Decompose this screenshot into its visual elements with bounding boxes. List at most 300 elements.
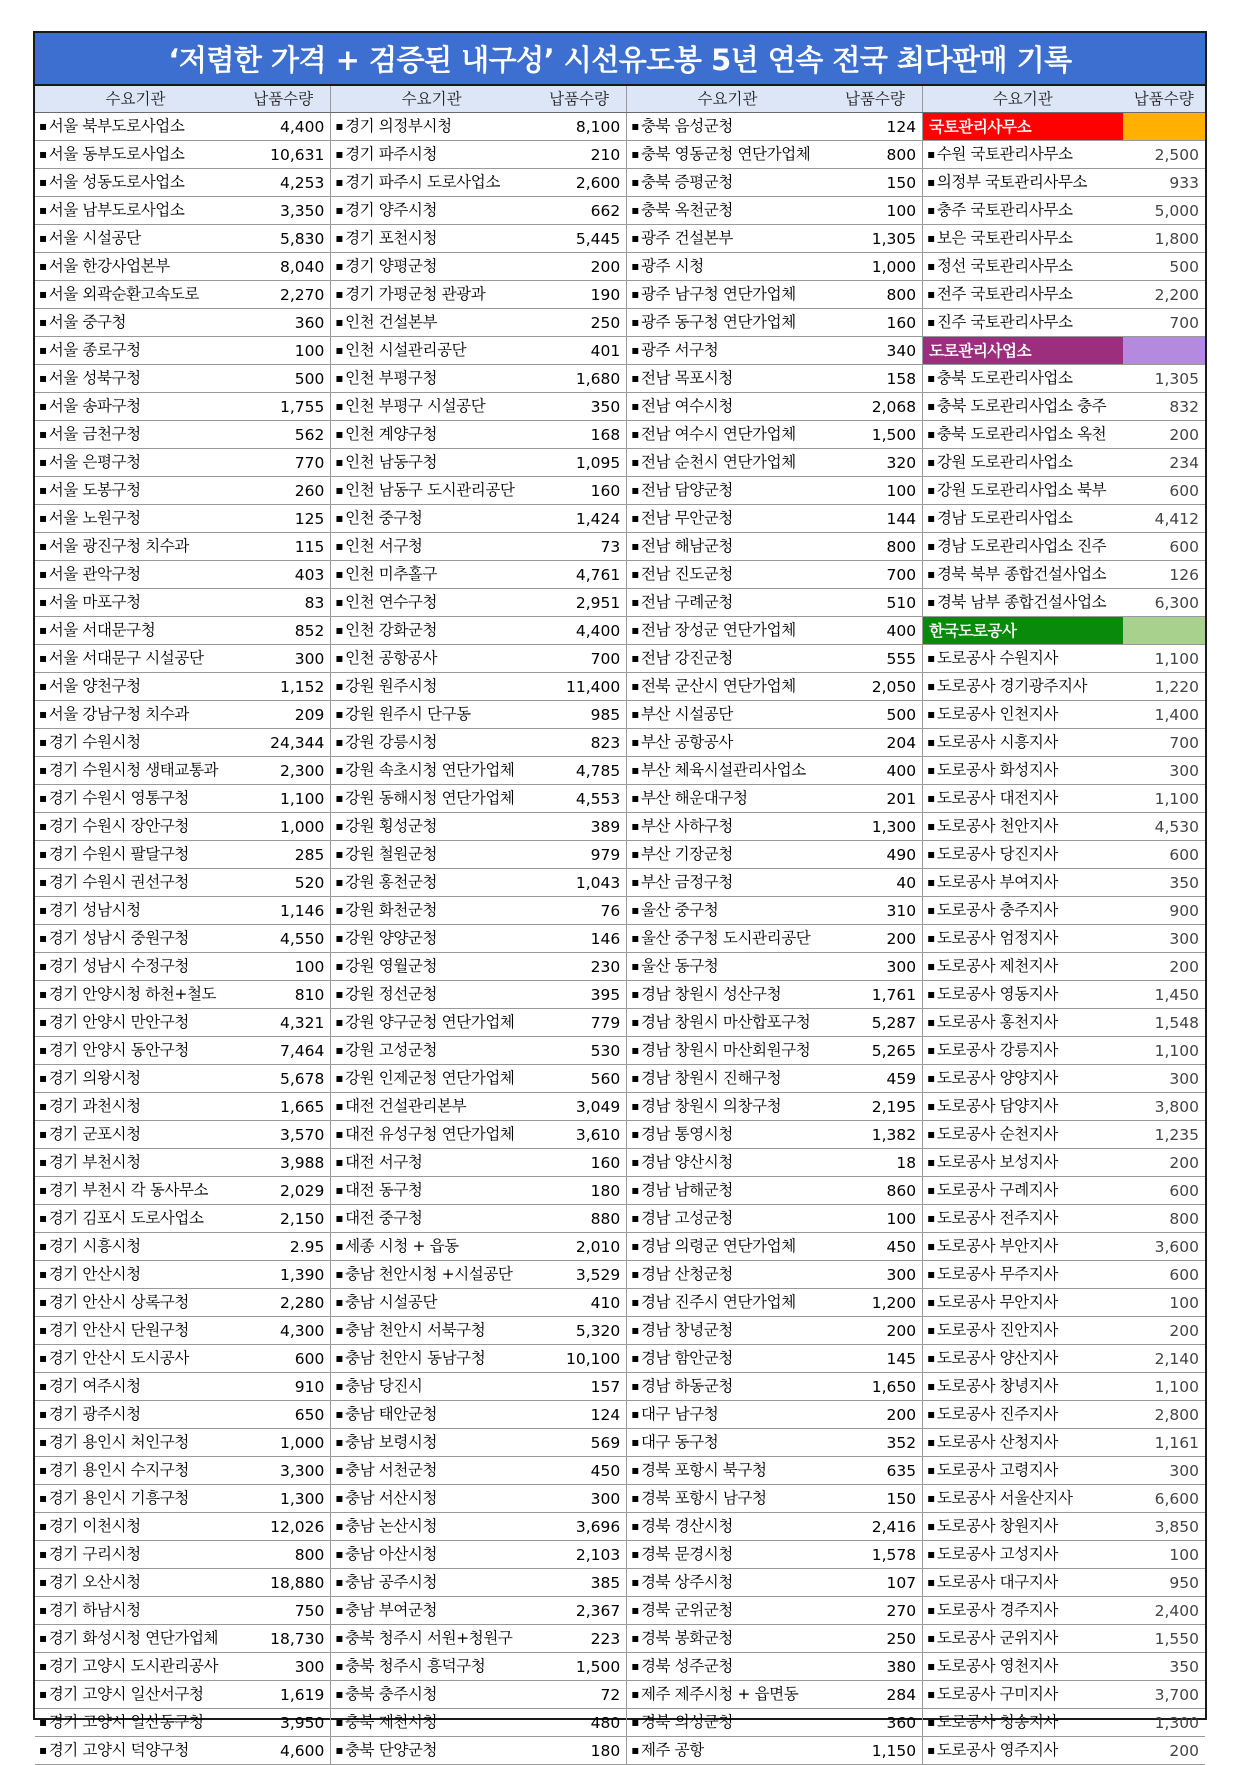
- quantity-value: 284: [828, 1681, 923, 1709]
- agency-name: ▪ 경남 창원시 마산합포구청: [627, 1009, 828, 1037]
- quantity-value: 12,026: [236, 1513, 331, 1541]
- quantity-value: 11,400: [532, 673, 627, 701]
- agency-name: ▪ 대전 유성구청 연단가업체: [331, 1121, 532, 1149]
- quantity-value: 1,000: [236, 813, 331, 841]
- agency-name: ▪ 충북 단양군청: [331, 1737, 532, 1765]
- agency-name: ▪ 충남 공주시청: [331, 1569, 532, 1597]
- quantity-value: 300: [828, 1261, 923, 1289]
- agency-name: ▪ 의정부 국토관리사무소: [923, 169, 1123, 197]
- agency-name: ▪ 도로공사 시흥지사: [923, 729, 1123, 757]
- agency-name: ▪ 도로공사 경주지사: [923, 1597, 1123, 1625]
- quantity-value: 168: [532, 421, 627, 449]
- table-row: [35, 225, 1205, 253]
- agency-name: ▪ 경기 안산시 상록구청: [35, 1289, 236, 1317]
- quantity-value: 18: [828, 1149, 923, 1177]
- section-swatch: [1123, 617, 1205, 645]
- agency-name: ▪ 서울 은평구청: [35, 449, 236, 477]
- quantity-value: 852: [236, 617, 331, 645]
- agency-name: ▪ 도로공사 창원지사: [923, 1513, 1123, 1541]
- quantity-value: 107: [828, 1569, 923, 1597]
- table-row: [35, 505, 1205, 533]
- agency-name: ▪ 전북 군산시 연단가업체: [627, 673, 828, 701]
- quantity-value: 4,550: [236, 925, 331, 953]
- quantity-value: 40: [828, 869, 923, 897]
- quantity-value: 3,570: [236, 1121, 331, 1149]
- quantity-value: 200: [1123, 1737, 1205, 1765]
- quantity-value: 1,146: [236, 897, 331, 925]
- quantity-value: 2,800: [1123, 1401, 1205, 1429]
- quantity-value: 1,390: [236, 1261, 331, 1289]
- agency-name: ▪ 광주 남구청 연단가업체: [627, 281, 828, 309]
- agency-name: ▪ 경기 파주시청: [331, 141, 532, 169]
- agency-name: ▪ 인천 남동구 도시관리공단: [331, 477, 532, 505]
- quantity-value: 200: [532, 253, 627, 281]
- column-header: 수요기관: [35, 86, 236, 113]
- quantity-value: 72: [532, 1681, 627, 1709]
- agency-name: ▪ 경남 창원시 마산회원구청: [627, 1037, 828, 1065]
- agency-name: ▪ 충남 논산시청: [331, 1513, 532, 1541]
- quantity-value: 1,755: [236, 393, 331, 421]
- table-row: [35, 1681, 1205, 1709]
- agency-name: ▪ 경남 함안군청: [627, 1345, 828, 1373]
- agency-name: ▪ 강원 고성군청: [331, 1037, 532, 1065]
- agency-name: ▪ 세종 시청 + 읍동: [331, 1233, 532, 1261]
- agency-name: ▪ 강원 횡성군청: [331, 813, 532, 841]
- quantity-value: 150: [828, 1485, 923, 1513]
- column-header: 수요기관: [627, 86, 828, 113]
- table-row: [35, 533, 1205, 561]
- agency-name: ▪ 충북 제천시청: [331, 1709, 532, 1737]
- table-row: [35, 1233, 1205, 1261]
- table-row: [35, 1373, 1205, 1401]
- agency-name: ▪ 도로공사 화성지사: [923, 757, 1123, 785]
- agency-name: ▪ 충남 태안군청: [331, 1401, 532, 1429]
- table-row: [35, 561, 1205, 589]
- agency-name: ▪ 도로공사 부여지사: [923, 869, 1123, 897]
- agency-name: ▪ 충남 시설공단: [331, 1289, 532, 1317]
- table-row: [35, 729, 1205, 757]
- table-row: [35, 841, 1205, 869]
- agency-name: ▪ 서울 금천구청: [35, 421, 236, 449]
- agency-name: ▪ 도로공사 인천지사: [923, 701, 1123, 729]
- quantity-value: 979: [532, 841, 627, 869]
- table-row: [35, 1597, 1205, 1625]
- quantity-value: 2.95: [236, 1233, 331, 1261]
- quantity-value: 600: [1123, 841, 1205, 869]
- agency-name: ▪ 서울 노원구청: [35, 505, 236, 533]
- agency-name: ▪ 경기 부천시 각 동사무소: [35, 1177, 236, 1205]
- quantity-value: 1,382: [828, 1121, 923, 1149]
- quantity-value: 300: [1123, 757, 1205, 785]
- quantity-value: 260: [236, 477, 331, 505]
- table-row: [35, 953, 1205, 981]
- agency-name: ▪ 경기 수원시 팔달구청: [35, 841, 236, 869]
- agency-name: ▪ 경남 의령군 연단가업체: [627, 1233, 828, 1261]
- quantity-value: 2,103: [532, 1541, 627, 1569]
- agency-name: ▪ 경기 파주시 도로사업소: [331, 169, 532, 197]
- quantity-value: 8,100: [532, 113, 627, 141]
- table-row: [35, 1205, 1205, 1233]
- quantity-value: 832: [1123, 393, 1205, 421]
- quantity-value: 4,321: [236, 1009, 331, 1037]
- quantity-value: 3,049: [532, 1093, 627, 1121]
- table-row: [35, 421, 1205, 449]
- quantity-value: 480: [532, 1709, 627, 1737]
- agency-name: ▪ 경기 수원시 영통구청: [35, 785, 236, 813]
- agency-name: ▪ 서울 성동도로사업소: [35, 169, 236, 197]
- agency-name: ▪ 도로공사 천안지사: [923, 813, 1123, 841]
- quantity-value: 459: [828, 1065, 923, 1093]
- agency-name: ▪ 서울 종로구청: [35, 337, 236, 365]
- table-row: [35, 1177, 1205, 1205]
- quantity-value: 350: [532, 393, 627, 421]
- table-row: [35, 169, 1205, 197]
- quantity-value: 160: [532, 477, 627, 505]
- table-row: [35, 309, 1205, 337]
- table-row: [35, 1709, 1205, 1737]
- quantity-value: 310: [828, 897, 923, 925]
- quantity-value: 201: [828, 785, 923, 813]
- quantity-value: 1,300: [828, 813, 923, 841]
- quantity-value: 900: [1123, 897, 1205, 925]
- supply-table: [35, 86, 1205, 1765]
- quantity-value: 400: [828, 617, 923, 645]
- agency-name: ▪ 서울 관악구청: [35, 561, 236, 589]
- quantity-value: 10,100: [532, 1345, 627, 1373]
- quantity-value: 100: [828, 1205, 923, 1233]
- agency-name: ▪ 강원 도로관리사업소: [923, 449, 1123, 477]
- agency-name: ▪ 대구 남구청: [627, 1401, 828, 1429]
- agency-name: ▪ 경기 고양시 일산서구청: [35, 1681, 236, 1709]
- agency-name: ▪ 도로공사 전주지사: [923, 1205, 1123, 1233]
- agency-name: ▪ 도로공사 수원지사: [923, 645, 1123, 673]
- agency-name: ▪ 인천 중구청: [331, 505, 532, 533]
- agency-name: ▪ 광주 서구청: [627, 337, 828, 365]
- agency-name: ▪ 경남 하동군청: [627, 1373, 828, 1401]
- quantity-value: 100: [1123, 1289, 1205, 1317]
- agency-name: ▪ 도로공사 충주지사: [923, 897, 1123, 925]
- quantity-value: 800: [1123, 1205, 1205, 1233]
- quantity-value: 410: [532, 1289, 627, 1317]
- table-row: [35, 981, 1205, 1009]
- agency-name: ▪ 대전 중구청: [331, 1205, 532, 1233]
- quantity-value: 76: [532, 897, 627, 925]
- quantity-value: 1,300: [1123, 1709, 1205, 1737]
- agency-name: ▪ 광주 시청: [627, 253, 828, 281]
- agency-name: ▪ 서울 동부도로사업소: [35, 141, 236, 169]
- agency-name: ▪ 진주 국토관리사무소: [923, 309, 1123, 337]
- agency-name: ▪ 경기 수원시청 생태교통과: [35, 757, 236, 785]
- quantity-value: 520: [236, 869, 331, 897]
- agency-name: ▪ 전남 담양군청: [627, 477, 828, 505]
- agency-name: ▪ 경기 고양시 일산동구청: [35, 1709, 236, 1737]
- agency-name: ▪ 경기 과천시청: [35, 1093, 236, 1121]
- quantity-value: 1,450: [1123, 981, 1205, 1009]
- agency-name: ▪ 경북 봉화군청: [627, 1625, 828, 1653]
- quantity-value: 2,600: [532, 169, 627, 197]
- quantity-value: 144: [828, 505, 923, 533]
- agency-name: ▪ 경북 성주군청: [627, 1653, 828, 1681]
- quantity-value: 1,665: [236, 1093, 331, 1121]
- agency-name: ▪ 충북 음성군청: [627, 113, 828, 141]
- agency-name: ▪ 경기 구리시청: [35, 1541, 236, 1569]
- quantity-value: 2,367: [532, 1597, 627, 1625]
- agency-name: ▪ 전남 여수시 연단가업체: [627, 421, 828, 449]
- table-row: [35, 141, 1205, 169]
- quantity-value: 300: [1123, 1457, 1205, 1485]
- quantity-value: 360: [236, 309, 331, 337]
- agency-name: ▪ 경북 군위군청: [627, 1597, 828, 1625]
- agency-name: ▪ 경기 안양시 만안구청: [35, 1009, 236, 1037]
- agency-name: ▪ 서울 한강사업본부: [35, 253, 236, 281]
- agency-name: ▪ 경북 문경시청: [627, 1541, 828, 1569]
- agency-name: ▪ 도로공사 영주지사: [923, 1737, 1123, 1765]
- agency-name: ▪ 충북 도로관리사업소: [923, 365, 1123, 393]
- quantity-value: 200: [1123, 1149, 1205, 1177]
- quantity-value: 6,600: [1123, 1485, 1205, 1513]
- quantity-value: 250: [532, 309, 627, 337]
- agency-name: ▪ 경남 통영시청: [627, 1121, 828, 1149]
- table-row: [35, 1065, 1205, 1093]
- table-row: [35, 701, 1205, 729]
- agency-name: ▪ 충남 당진시: [331, 1373, 532, 1401]
- quantity-value: 560: [532, 1065, 627, 1093]
- quantity-value: 5,265: [828, 1037, 923, 1065]
- agency-name: ▪ 전남 목포시청: [627, 365, 828, 393]
- quantity-value: 200: [828, 1401, 923, 1429]
- agency-name: ▪ 인천 시설관리공단: [331, 337, 532, 365]
- quantity-value: 157: [532, 1373, 627, 1401]
- agency-name: ▪ 인천 부평구 시설공단: [331, 393, 532, 421]
- quantity-value: 1,550: [1123, 1625, 1205, 1653]
- quantity-value: 1,500: [828, 421, 923, 449]
- quantity-value: 403: [236, 561, 331, 589]
- quantity-value: 4,400: [236, 113, 331, 141]
- quantity-value: 600: [1123, 1177, 1205, 1205]
- agency-name: ▪ 충북 청주시 흥덕구청: [331, 1653, 532, 1681]
- quantity-value: 3,700: [1123, 1681, 1205, 1709]
- quantity-value: 910: [236, 1373, 331, 1401]
- table-row: [35, 1513, 1205, 1541]
- agency-name: ▪ 충남 천안시 서북구청: [331, 1317, 532, 1345]
- agency-name: ▪ 부산 해운대구청: [627, 785, 828, 813]
- quantity-value: 300: [1123, 1065, 1205, 1093]
- agency-name: ▪ 도로공사 고령지사: [923, 1457, 1123, 1485]
- quantity-value: 1,650: [828, 1373, 923, 1401]
- quantity-value: 285: [236, 841, 331, 869]
- quantity-value: 810: [236, 981, 331, 1009]
- agency-name: ▪ 강원 강릉시청: [331, 729, 532, 757]
- quantity-value: 2,068: [828, 393, 923, 421]
- table-row: [35, 813, 1205, 841]
- quantity-value: 4,253: [236, 169, 331, 197]
- agency-name: ▪ 인천 강화군청: [331, 617, 532, 645]
- quantity-value: 490: [828, 841, 923, 869]
- quantity-value: 662: [532, 197, 627, 225]
- agency-name: ▪ 경북 포항시 북구청: [627, 1457, 828, 1485]
- agency-name: ▪ 서울 시설공단: [35, 225, 236, 253]
- agency-name: ▪ 도로공사 무안지사: [923, 1289, 1123, 1317]
- agency-name: ▪ 대전 동구청: [331, 1177, 532, 1205]
- quantity-value: 1,100: [1123, 1037, 1205, 1065]
- table-row: [35, 113, 1205, 141]
- quantity-value: 1,400: [1123, 701, 1205, 729]
- quantity-value: 600: [236, 1345, 331, 1373]
- quantity-value: 350: [1123, 869, 1205, 897]
- quantity-value: 7,464: [236, 1037, 331, 1065]
- column-header: 수요기관: [923, 86, 1123, 113]
- agency-name: ▪ 경남 창녕군청: [627, 1317, 828, 1345]
- quantity-value: 4,600: [236, 1737, 331, 1765]
- quantity-value: 1,000: [236, 1429, 331, 1457]
- agency-name: ▪ 경기 안양시 동안구청: [35, 1037, 236, 1065]
- quantity-value: 450: [532, 1457, 627, 1485]
- table-row: [35, 1009, 1205, 1037]
- quantity-value: 1,305: [1123, 365, 1205, 393]
- quantity-value: 950: [1123, 1569, 1205, 1597]
- table-row: [35, 925, 1205, 953]
- agency-name: ▪ 경남 창원시 의창구청: [627, 1093, 828, 1121]
- quantity-value: 2,500: [1123, 141, 1205, 169]
- agency-name: ▪ 경기 오산시청: [35, 1569, 236, 1597]
- quantity-value: 300: [828, 953, 923, 981]
- agency-name: ▪ 부산 공항공사: [627, 729, 828, 757]
- section-swatch: [1123, 337, 1205, 365]
- quantity-value: 350: [1123, 1653, 1205, 1681]
- table-row: [35, 1345, 1205, 1373]
- quantity-value: 2,140: [1123, 1345, 1205, 1373]
- agency-name: ▪ 도로공사 진안지사: [923, 1317, 1123, 1345]
- quantity-value: 380: [828, 1653, 923, 1681]
- quantity-value: 389: [532, 813, 627, 841]
- quantity-value: 145: [828, 1345, 923, 1373]
- agency-name: ▪ 부산 시설공단: [627, 701, 828, 729]
- agency-name: ▪ 경기 양평군청: [331, 253, 532, 281]
- quantity-value: 3,696: [532, 1513, 627, 1541]
- agency-name: ▪ 경기 용인시 수지구청: [35, 1457, 236, 1485]
- document-frame: [33, 31, 1207, 1760]
- agency-name: ▪ 충남 부여군청: [331, 1597, 532, 1625]
- agency-name: ▪ 전남 순천시 연단가업체: [627, 449, 828, 477]
- agency-name: ▪ 강원 원주시 단구동: [331, 701, 532, 729]
- table-row: [35, 1541, 1205, 1569]
- agency-name: ▪ 도로공사 양산지사: [923, 1345, 1123, 1373]
- quantity-value: 146: [532, 925, 627, 953]
- quantity-value: 320: [828, 449, 923, 477]
- quantity-value: 400: [828, 757, 923, 785]
- agency-name: ▪ 서울 북부도로사업소: [35, 113, 236, 141]
- agency-name: ▪ 대전 건설관리본부: [331, 1093, 532, 1121]
- agency-name: ▪ 충북 영동군청 연단가업체: [627, 141, 828, 169]
- quantity-value: 4,761: [532, 561, 627, 589]
- column-header: 납품수량: [1123, 86, 1205, 113]
- quantity-value: 1,305: [828, 225, 923, 253]
- agency-name: ▪ 서울 남부도로사업소: [35, 197, 236, 225]
- agency-name: ▪ 경남 양산시청: [627, 1149, 828, 1177]
- table-row: [35, 1149, 1205, 1177]
- quantity-value: 1,800: [1123, 225, 1205, 253]
- quantity-value: 500: [1123, 253, 1205, 281]
- agency-name: ▪ 강원 철원군청: [331, 841, 532, 869]
- table-row: [35, 589, 1205, 617]
- quantity-value: 700: [1123, 729, 1205, 757]
- agency-name: ▪ 도로공사 무주지사: [923, 1261, 1123, 1289]
- agency-name: ▪ 경남 창원시 진해구청: [627, 1065, 828, 1093]
- quantity-value: 1,548: [1123, 1009, 1205, 1037]
- agency-name: ▪ 경남 진주시 연단가업체: [627, 1289, 828, 1317]
- quantity-value: 600: [1123, 1261, 1205, 1289]
- agency-name: ▪ 전남 해남군청: [627, 533, 828, 561]
- agency-name: ▪ 경기 화성시청 연단가업체: [35, 1625, 236, 1653]
- quantity-value: 200: [1123, 1317, 1205, 1345]
- quantity-value: 2,416: [828, 1513, 923, 1541]
- agency-name: ▪ 제주 공항: [627, 1737, 828, 1765]
- agency-name: ▪ 도로공사 진주지사: [923, 1401, 1123, 1429]
- agency-name: ▪ 서울 서대문구청: [35, 617, 236, 645]
- quantity-value: 500: [828, 701, 923, 729]
- quantity-value: 933: [1123, 169, 1205, 197]
- agency-name: ▪ 충북 옥천군청: [627, 197, 828, 225]
- agency-name: ▪ 충남 천안시청 +시설공단: [331, 1261, 532, 1289]
- quantity-value: 1,150: [828, 1737, 923, 1765]
- quantity-value: 5,678: [236, 1065, 331, 1093]
- quantity-value: 150: [828, 169, 923, 197]
- quantity-value: 1,424: [532, 505, 627, 533]
- quantity-value: 360: [828, 1709, 923, 1737]
- quantity-value: 700: [1123, 309, 1205, 337]
- column-header: 납품수량: [532, 86, 627, 113]
- quantity-value: 2,150: [236, 1205, 331, 1233]
- table-row: [35, 197, 1205, 225]
- quantity-value: 823: [532, 729, 627, 757]
- table-row: [35, 1737, 1205, 1765]
- quantity-value: 770: [236, 449, 331, 477]
- quantity-value: 2,270: [236, 281, 331, 309]
- agency-name: ▪ 도로공사 창녕지사: [923, 1373, 1123, 1401]
- agency-name: ▪ 경북 의성군청: [627, 1709, 828, 1737]
- quantity-value: 100: [236, 953, 331, 981]
- quantity-value: 158: [828, 365, 923, 393]
- quantity-value: 500: [236, 365, 331, 393]
- column-header: 수요기관: [331, 86, 532, 113]
- table-row: [35, 253, 1205, 281]
- quantity-value: 2,195: [828, 1093, 923, 1121]
- quantity-value: 985: [532, 701, 627, 729]
- agency-name: ▪ 경남 남해군청: [627, 1177, 828, 1205]
- agency-name: ▪ 도로공사 홍천지사: [923, 1009, 1123, 1037]
- agency-name: ▪ 서울 외곽순환고속도로: [35, 281, 236, 309]
- quantity-value: 3,610: [532, 1121, 627, 1149]
- agency-name: ▪ 경북 경산시청: [627, 1513, 828, 1541]
- agency-name: ▪ 경기 이천시청: [35, 1513, 236, 1541]
- table-row: [35, 757, 1205, 785]
- agency-name: ▪ 강원 속초시청 연단가업체: [331, 757, 532, 785]
- quantity-value: 4,785: [532, 757, 627, 785]
- quantity-value: 250: [828, 1625, 923, 1653]
- agency-name: ▪ 경기 수원시 권선구청: [35, 869, 236, 897]
- quantity-value: 1,200: [828, 1289, 923, 1317]
- quantity-value: 2,010: [532, 1233, 627, 1261]
- agency-name: ▪ 도로공사 보성지사: [923, 1149, 1123, 1177]
- agency-name: ▪ 도로공사 영동지사: [923, 981, 1123, 1009]
- section-heading: 도로관리사업소: [923, 337, 1123, 365]
- agency-name: ▪ 경남 고성군청: [627, 1205, 828, 1233]
- agency-name: ▪ 경기 군포시청: [35, 1121, 236, 1149]
- agency-name: ▪ 강원 화천군청: [331, 897, 532, 925]
- agency-name: ▪ 경기 용인시 기흥구청: [35, 1485, 236, 1513]
- agency-name: ▪ 충남 보령시청: [331, 1429, 532, 1457]
- quantity-value: 300: [236, 645, 331, 673]
